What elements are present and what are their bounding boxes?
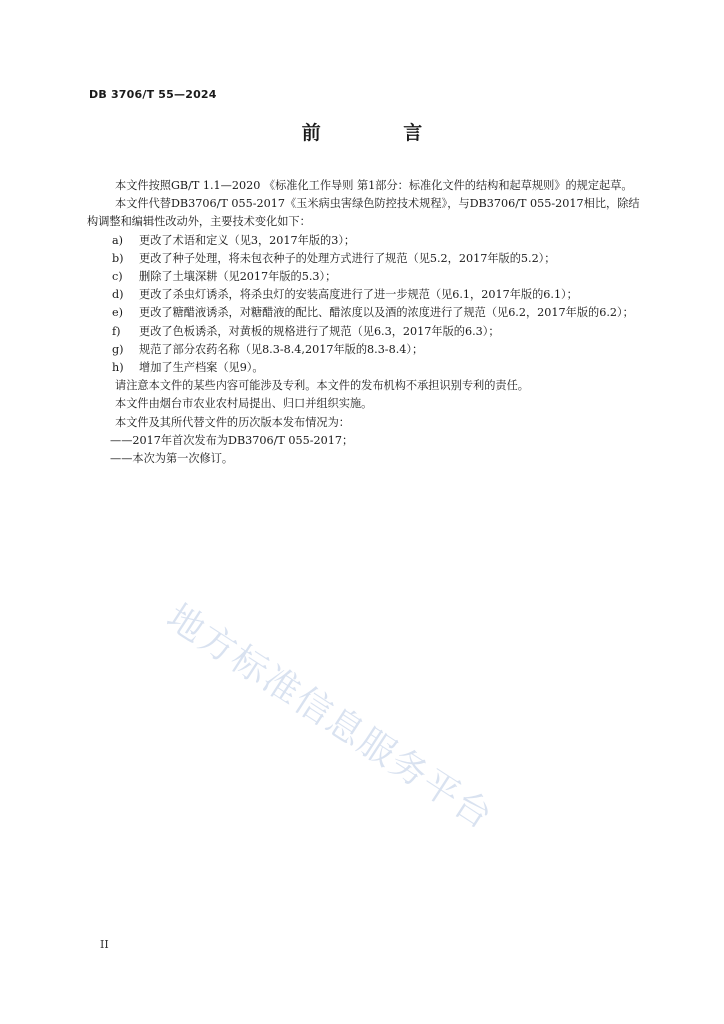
item-label: d) bbox=[112, 288, 124, 302]
item-text: 增加了生产档案（见9）。 bbox=[139, 361, 264, 375]
list-item bbox=[87, 250, 647, 268]
paragraph-replacement: 本文件代替DB3706/T 055-2017《玉米病虫害绿色防控技术规程》，与DB3706/T 055-2017相比，除结构调整和编辑性改动外，主要技术变化如下： bbox=[87, 197, 640, 229]
history-entry: ——本次为第一次修订。 bbox=[110, 452, 234, 466]
list-item bbox=[87, 268, 647, 286]
proposer-notice: 本文件由烟台市农业农村局提出、归口并组织实施。 bbox=[115, 397, 373, 411]
document-body bbox=[87, 177, 647, 468]
item-label: e) bbox=[112, 306, 123, 320]
list-item bbox=[87, 323, 647, 341]
item-label: b) bbox=[112, 251, 124, 265]
changes-list bbox=[87, 232, 647, 378]
item-text: 更改了色板诱杀，对黄板的规格进行了规范（见6.3，2017年版的6.3）； bbox=[139, 324, 500, 338]
list-item bbox=[87, 359, 647, 377]
document-code: DB 3706/T 55—2024 bbox=[89, 88, 217, 101]
page-title: 前 言 bbox=[301, 122, 461, 144]
page-number: II bbox=[100, 938, 109, 951]
history-intro: 本文件及其所代替文件的历次版本发布情况为： bbox=[115, 415, 350, 429]
item-text: 更改了糖醋液诱杀，对糖醋液的配比、醋浓度以及酒的浓度进行了规范（见6.2，2017年版的6.2）； bbox=[139, 306, 634, 320]
patent-notice: 请注意本文件的某些内容可能涉及专利。本文件的发布机构不承担识别专利的责任。 bbox=[115, 379, 529, 393]
history-entry: ——2017年首次发布为DB3706/T 055-2017； bbox=[110, 433, 354, 447]
list-item bbox=[87, 341, 647, 359]
item-label: c) bbox=[112, 270, 123, 284]
item-text: 更改了杀虫灯诱杀，将杀虫灯的安装高度进行了进一步规范（见6.1，2017年版的6.1）； bbox=[139, 288, 578, 302]
item-label: g) bbox=[112, 342, 124, 356]
item-text: 删除了土壤深耕（见2017年版的5.3）； bbox=[139, 270, 337, 284]
item-text: 更改了术语和定义（见3，2017年版的3）； bbox=[139, 233, 356, 247]
list-item bbox=[87, 232, 647, 250]
list-item bbox=[87, 286, 647, 304]
item-label: h) bbox=[112, 361, 124, 375]
item-text: 规范了部分农药名称（见8.3-8.4,2017年版的8.3-8.4）； bbox=[139, 342, 424, 356]
item-label: a) bbox=[112, 233, 124, 247]
item-text: 更改了种子处理，将未包衣种子的处理方式进行了规范（见5.2，2017年版的5.2）； bbox=[139, 251, 556, 265]
paragraph-drafting-rules: 本文件按照GB/T 1.1—2020 《标准化工作导则 第1部分：标准化文件的结构和起草规则》的规定起草。 bbox=[115, 179, 633, 192]
list-item bbox=[87, 304, 647, 322]
item-label: f) bbox=[112, 324, 121, 338]
watermark: 地方标准信息服务平台 bbox=[159, 596, 501, 839]
